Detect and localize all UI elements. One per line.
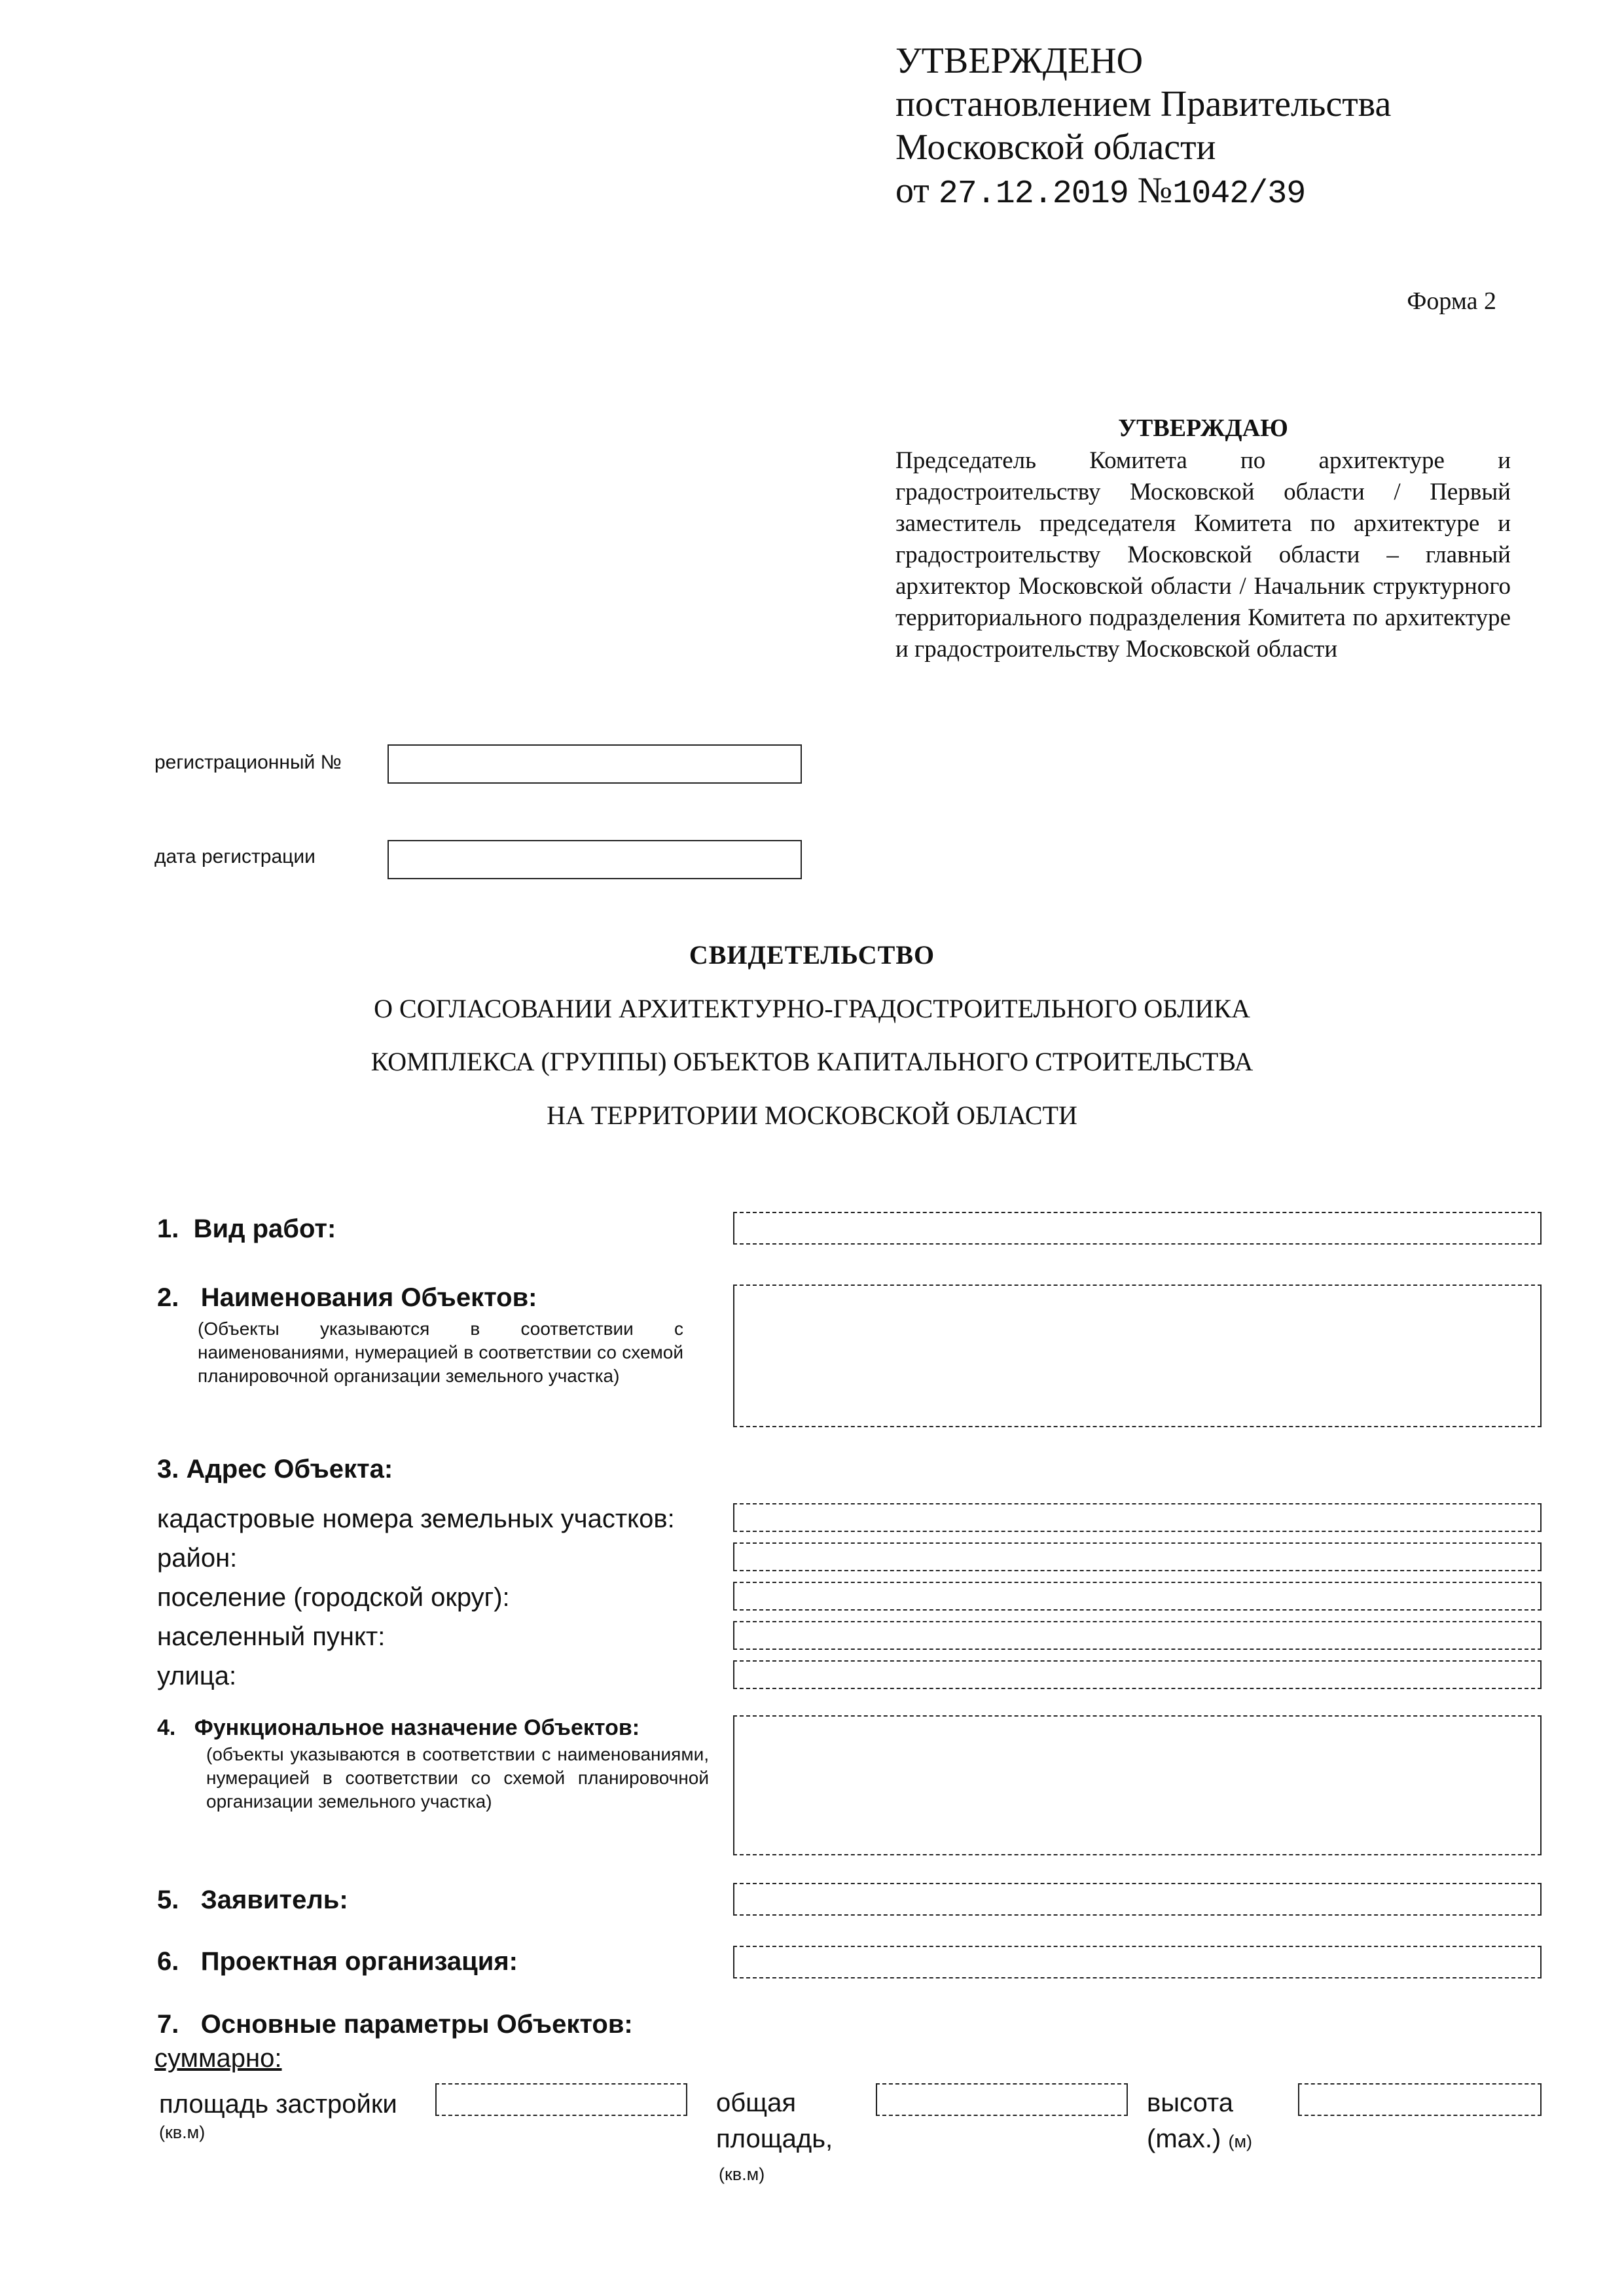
registration-number-field[interactable] [388, 744, 802, 784]
applicant-field[interactable] [733, 1883, 1542, 1916]
locality-field[interactable] [733, 1621, 1542, 1650]
section5-number: 5. [157, 1886, 179, 1914]
form-label: Форма 2 [1407, 287, 1496, 315]
section4-note: (объекты указываются в соответствии с наименованиями, нумерацией в соответствии со схемой планировочной организации земельного участка) [206, 1744, 709, 1812]
approved-line1: постановлением Правительства [895, 84, 1392, 124]
design-org-field[interactable] [733, 1946, 1542, 1978]
section6-number: 6. [157, 1947, 179, 1976]
section3-heading [157, 1455, 393, 1484]
certificate-line2: КОМПЛЕКСА (ГРУППЫ) ОБЪЕКТОВ КАПИТАЛЬНОГО СТРОИТЕЛЬСТВА [370, 1047, 1254, 1076]
settlement-label: поселение (городской округ): [157, 1583, 510, 1612]
street-label: улица: [157, 1662, 237, 1690]
section7-summary: суммарно: [154, 2044, 282, 2073]
height-max-line [1147, 2124, 1252, 2154]
total-area-label-2: площадь, [716, 2124, 833, 2153]
section4-label: Функциональное назначение Объектов: [194, 1715, 640, 1740]
height-unit: (м) [1228, 2132, 1252, 2151]
district-field[interactable] [733, 1542, 1542, 1571]
objects-names-field[interactable] [733, 1285, 1542, 1427]
height-max: (max.) [1147, 2124, 1221, 2153]
section6-label: Проектная организация: [200, 1947, 518, 1976]
registration-date-label: дата регистрации [154, 846, 316, 867]
section1-label: Вид работ: [193, 1214, 336, 1243]
work-type-field[interactable] [733, 1212, 1542, 1245]
section3-label: Адрес Объекта: [186, 1455, 393, 1484]
district-label: район: [157, 1544, 238, 1573]
approved-line2: Московской области [895, 127, 1216, 168]
approval-header [895, 39, 1391, 216]
cadastral-label: кадастровые номера земельных участков: [157, 1504, 675, 1533]
section2-note: (Объекты указываются в соответствии с наименованиями, нумерацией в соответствии со схемой планировочной организации земельного участка) [198, 1319, 683, 1386]
section5-label: Заявитель: [200, 1886, 348, 1914]
height-field[interactable] [1298, 2083, 1542, 2116]
build-area-unit: (кв.м) [159, 2123, 206, 2142]
section7-number: 7. [157, 2010, 179, 2039]
date-prefix: от [895, 170, 929, 211]
build-area-label: площадь застройки [159, 2090, 397, 2119]
section5-heading [157, 1886, 348, 1915]
approved-date: 27.12.2019 [938, 175, 1128, 213]
registration-number-label: регистрационный № [154, 752, 342, 773]
approved-title: УТВЕРЖДЕНО [895, 41, 1144, 81]
function-purpose-field[interactable] [733, 1715, 1542, 1855]
section2-heading [157, 1283, 537, 1313]
street-field[interactable] [733, 1660, 1542, 1689]
section7-heading [157, 2010, 633, 2039]
certificate-line1: О СОГЛАСОВАНИИ АРХИТЕКТУРНО-ГРАДОСТРОИТЕЛЬНОГО ОБЛИКА [374, 994, 1250, 1023]
approved-number: 1042/39 [1172, 175, 1306, 213]
section4-heading [157, 1715, 640, 1741]
cadastral-field[interactable] [733, 1503, 1542, 1532]
total-area-field[interactable] [876, 2083, 1128, 2116]
certificate-title: СВИДЕТЕЛЬСТВО [689, 940, 935, 970]
section2-number: 2. [157, 1283, 179, 1312]
build-area-field[interactable] [435, 2083, 687, 2116]
certificate-line3: НА ТЕРРИТОРИИ МОСКОВСКОЙ ОБЛАСТИ [547, 1101, 1077, 1130]
approve-title: УТВЕРЖДАЮ [1118, 414, 1288, 442]
total-area-label-1: общая [716, 2088, 796, 2117]
approved-date-line [895, 169, 1391, 216]
section1-number: 1. [157, 1214, 179, 1243]
section3-number: 3. [157, 1455, 179, 1484]
total-area-unit: (кв.м) [719, 2164, 765, 2184]
registration-date-field[interactable] [388, 840, 802, 879]
section7-label: Основные параметры Объектов: [200, 2010, 633, 2039]
section4-number: 4. [157, 1715, 176, 1740]
height-label: высота [1147, 2088, 1233, 2117]
number-sign: № [1137, 170, 1173, 211]
settlement-field[interactable] [733, 1582, 1542, 1611]
section6-heading [157, 1947, 518, 1977]
section2-label: Наименования Объектов: [200, 1283, 537, 1312]
locality-label: населенный пункт: [157, 1622, 386, 1651]
approve-block [895, 412, 1511, 665]
section1-heading [157, 1214, 336, 1244]
approve-text: Председатель Комитета по архитектуре и градостроительству Московской области / Первый заместитель председателя Комитета по архитектуре и градостроительству Московской области – главный архитектор Московской области / Начальник структурного территориального подразделения Комитета по архитектуре и градостроительству Московской области [895, 447, 1511, 663]
